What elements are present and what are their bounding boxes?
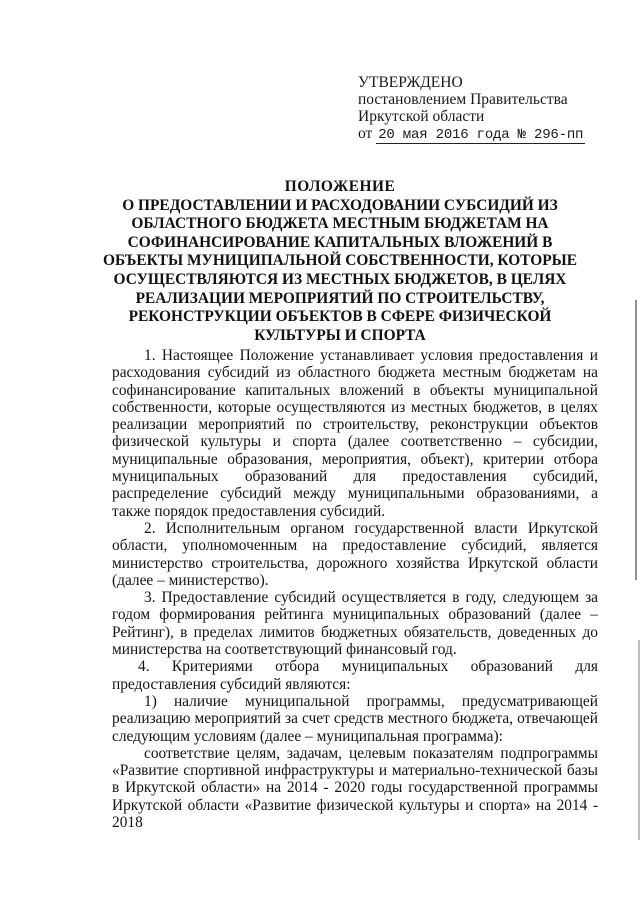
title-subtitle: О ПРЕДОСТАВЛЕНИИ И РАСХОДОВАНИИ СУБСИДИЙ ИЗ ОБЛАСТНОГО БЮДЖЕТА МЕСТНЫМ БЮДЖЕТАМ НА СОФИНАНСИРОВАНИЕ КАПИТАЛЬНЫХ ВЛОЖЕНИЙ В ОБЪЕКТЫ МУНИЦИПАЛЬНОЙ СОБСТВЕННОСТИ, КОТОРЫЕ ОСУЩЕСТВЛЯЮТСЯ ИЗ МЕСТНЫХ БЮДЖЕТОВ, В ЦЕЛЯХ РЕАЛИЗАЦИИ МЕРОПРИЯТИЙ ПО СТРОИТЕЛЬСТВУ, РЕКОНСТРУКЦИИ ОБЪЕКТОВ В СФЕРЕ ФИЗИЧЕСКОЙ КУЛЬТУРЫ И СПОРТА — [103, 196, 577, 344]
paragraph-1: 1. Настоящее Положение устанавливает условия предоставления и расходования субсидий из областного бюджета местным бюджетам на софинансирование капитальных вложений в объекты муниципальной собственности, которые осуществляются из местных бюджетов, в целях реализации мероприятий по строительству, реконструкции объектов физической культуры и спорта (далее соответственно – субсидии, муниципальные образования, мероприятия, объект), критерии отбора муниципальных образований для предоставления субсидий, распределение субсидий между муниципальными образованиями, а также порядок предоставления субсидий. — [112, 347, 598, 520]
document-body — [112, 347, 598, 831]
decree-date-number: 20 мая 2016 года № 296-пп — [378, 127, 584, 143]
document-title — [100, 178, 580, 345]
approval-date-line — [358, 125, 628, 144]
approval-from-label: от — [358, 125, 373, 142]
paragraph-3: 3. Предоставление субсидий осуществляется в году, следующем за годом формирования рейтинга муниципальных образований (далее – Рейтинг), в пределах лимитов бюджетных обязательств, доведенных до министерства на соответствующий финансовый год. — [112, 589, 598, 659]
approval-region: Иркутской области — [358, 108, 485, 125]
title-heading: ПОЛОЖЕНИЕ — [284, 178, 396, 195]
paragraph-4: 4. Критериями отбора муниципальных образований для предоставления субсидий являются: — [112, 658, 598, 693]
approval-block — [358, 74, 628, 144]
scan-edge-mark — [635, 300, 637, 580]
approval-by-decree: постановлением Правительства — [358, 91, 568, 108]
paragraph-2: 2. Исполнительным органом государственной власти Иркутской области, уполномоченным на предоставление субсидий, является министерство строительства, дорожного хозяйства Иркутской области (далее – министерство). — [112, 519, 598, 589]
paragraph-4-1: 1) наличие муниципальной программы, предусматривающей реализацию мероприятий за счет средств местного бюджета, отвечающей следующим условиям (далее – муниципальная программа): — [112, 692, 598, 745]
paragraph-4-1-condition: соответствие целям, задачам, целевым показателям подпрограммы «Развитие спортивной инфраструктуры и материально-технической базы в Иркутской области» на 2014 - 2020 годы государственной программы Иркутской области «Развитие физической культуры и спорта» на 2014 - 2018 — [112, 744, 598, 832]
approval-label: УТВЕРЖДЕНО — [358, 74, 463, 91]
